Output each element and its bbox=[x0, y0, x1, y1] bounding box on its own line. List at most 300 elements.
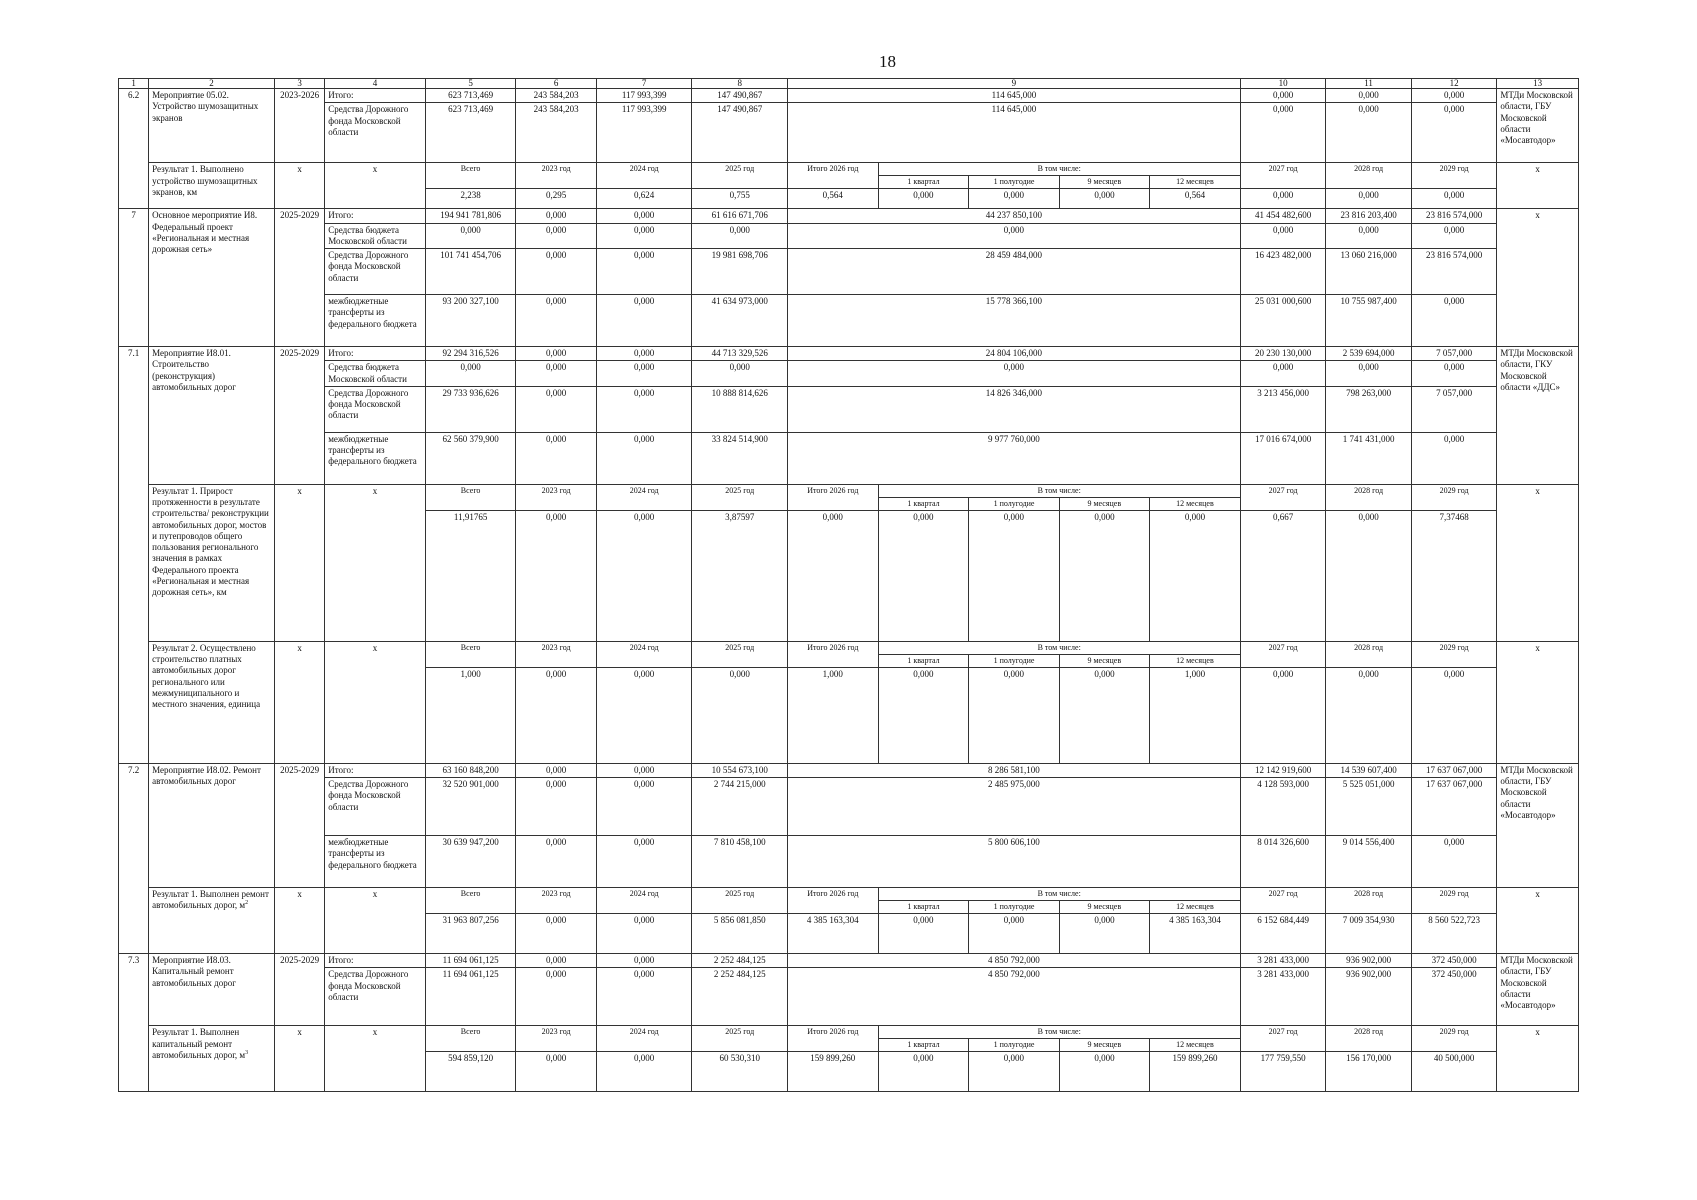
result-value: 0,000 bbox=[1059, 1052, 1150, 1092]
result-header-y2023: 2023 год bbox=[516, 1026, 596, 1052]
in-that-number-label: В том числе: bbox=[879, 888, 1240, 901]
result-value: 8 560 522,723 bbox=[1411, 914, 1497, 954]
quarter-subtable bbox=[879, 485, 1240, 510]
amount-cell: 0,000 bbox=[1240, 223, 1326, 249]
amount-cell: 0,000 bbox=[516, 432, 596, 484]
table-row bbox=[119, 295, 1579, 347]
responsible-party: x bbox=[1497, 209, 1579, 347]
in-that-number-group bbox=[878, 1026, 1240, 1052]
amount-cell: 0,000 bbox=[596, 778, 692, 836]
amount-cell: 62 560 379,900 bbox=[425, 432, 516, 484]
result-header-y2028: 2028 год bbox=[1326, 641, 1412, 667]
in-that-number-label: В том числе: bbox=[879, 1026, 1240, 1039]
measure-name: Мероприятие И8.01. Строительство (реконструкция) автомобильных дорог bbox=[149, 347, 275, 485]
result-header-vsego: Всего bbox=[425, 484, 516, 510]
period-label-h1: 1 полугодие bbox=[969, 176, 1059, 189]
period-label-m9: 9 месяцев bbox=[1059, 901, 1149, 914]
amount-cell: 14 826 346,000 bbox=[788, 386, 1241, 432]
amount-cell: 10 755 987,400 bbox=[1326, 295, 1412, 347]
amount-cell: 243 584,203 bbox=[516, 89, 596, 103]
amount-cell: 92 294 316,526 bbox=[425, 347, 516, 361]
period-label-m12: 12 месяцев bbox=[1149, 176, 1239, 189]
result-value: 0,000 bbox=[788, 510, 879, 641]
amount-cell: 7 057,000 bbox=[1411, 347, 1497, 361]
result-value: 0,755 bbox=[692, 189, 788, 209]
result-header-y2025: 2025 год bbox=[692, 888, 788, 914]
result-header-y2027: 2027 год bbox=[1240, 484, 1326, 510]
result-value: 159 899,260 bbox=[788, 1052, 879, 1092]
result-name-text: Результат 1. Выполнено устройство шумозащитных экранов, км bbox=[152, 164, 258, 197]
result-name bbox=[149, 888, 275, 954]
amount-cell: 24 804 106,000 bbox=[788, 347, 1241, 361]
amount-cell: 0,000 bbox=[692, 223, 788, 249]
amount-cell: 0,000 bbox=[788, 223, 1241, 249]
amount-cell: 0,000 bbox=[1411, 89, 1497, 103]
column-number-8: 8 bbox=[692, 79, 788, 89]
amount-cell: 33 824 514,900 bbox=[692, 432, 788, 484]
x-mark: x bbox=[325, 163, 426, 209]
result-value: 0,000 bbox=[878, 189, 969, 209]
period-label-h1: 1 полугодие bbox=[969, 497, 1059, 510]
amount-cell: 17 637 067,000 bbox=[1411, 763, 1497, 777]
amount-cell: 623 713,469 bbox=[425, 89, 516, 103]
row-number: 7 bbox=[119, 209, 149, 347]
period-label-h1: 1 полугодие bbox=[969, 1039, 1059, 1052]
table-row bbox=[119, 361, 1579, 387]
amount-cell: 11 694 061,125 bbox=[425, 968, 516, 1026]
result-value: 159 899,260 bbox=[1150, 1052, 1241, 1092]
result-header-y2024: 2024 год bbox=[596, 1026, 692, 1052]
result-header-y2027: 2027 год bbox=[1240, 888, 1326, 914]
funding-source: Средства бюджета Московской области bbox=[325, 223, 426, 249]
amount-cell: 936 902,000 bbox=[1326, 954, 1412, 968]
result-name-text: Результат 2. Осуществлено строительство платных автомобильных дорог регионального или межмуниципального и местного значения, единица bbox=[152, 642, 261, 709]
amount-cell: 2 539 694,000 bbox=[1326, 347, 1412, 361]
amount-cell: 28 459 484,000 bbox=[788, 249, 1241, 295]
amount-cell: 13 060 216,000 bbox=[1326, 249, 1412, 295]
result-value: 4 385 163,304 bbox=[788, 914, 879, 954]
result-header-y2023: 2023 год bbox=[516, 163, 596, 189]
amount-cell: 0,000 bbox=[516, 347, 596, 361]
result-value: 0,000 bbox=[969, 914, 1060, 954]
result-header-y2028: 2028 год bbox=[1326, 484, 1412, 510]
period-label-q1: 1 квартал bbox=[879, 1039, 969, 1052]
amount-cell: 0,000 bbox=[1326, 361, 1412, 387]
amount-cell: 19 981 698,706 bbox=[692, 249, 788, 295]
amount-cell: 93 200 327,100 bbox=[425, 295, 516, 347]
amount-cell: 0,000 bbox=[1326, 103, 1412, 163]
amount-cell: 0,000 bbox=[516, 386, 596, 432]
result-value: 0,000 bbox=[596, 914, 692, 954]
result-header-y2027: 2027 год bbox=[1240, 641, 1326, 667]
column-number-13: 13 bbox=[1497, 79, 1579, 89]
amount-cell: 114 645,000 bbox=[788, 89, 1241, 103]
amount-cell: 0,000 bbox=[516, 361, 596, 387]
result-name-text: Результат 1. Выполнен капитальный ремонт автомобильных дорог, м bbox=[152, 1027, 246, 1060]
result-value: 1,000 bbox=[1150, 667, 1241, 763]
result-header-y2023: 2023 год bbox=[516, 484, 596, 510]
amount-cell: 0,000 bbox=[516, 763, 596, 777]
x-mark: x bbox=[325, 888, 426, 954]
amount-cell: 2 744 215,000 bbox=[692, 778, 788, 836]
amount-cell: 0,000 bbox=[596, 954, 692, 968]
result-header-y2028: 2028 год bbox=[1326, 163, 1412, 189]
amount-cell: 5 525 051,000 bbox=[1326, 778, 1412, 836]
amount-cell: 147 490,867 bbox=[692, 103, 788, 163]
x-mark: x bbox=[1497, 641, 1579, 763]
column-number-3: 3 bbox=[274, 79, 324, 89]
x-mark: x bbox=[325, 1026, 426, 1092]
amount-cell: 61 616 671,706 bbox=[692, 209, 788, 223]
amount-cell: 3 281 433,000 bbox=[1240, 954, 1326, 968]
result-value: 0,000 bbox=[1326, 667, 1412, 763]
result-value: 40 500,000 bbox=[1411, 1052, 1497, 1092]
result-header-y2024: 2024 год bbox=[596, 163, 692, 189]
period-label-q1: 1 квартал bbox=[879, 176, 969, 189]
funding-source: Средства Дорожного фонда Московской области bbox=[325, 778, 426, 836]
period: 2023-2026 bbox=[274, 89, 324, 163]
quarter-subtable bbox=[879, 888, 1240, 913]
funding-source: Итого: bbox=[325, 89, 426, 103]
amount-cell: 147 490,867 bbox=[692, 89, 788, 103]
table-row bbox=[119, 954, 1579, 968]
result-header-y2029: 2029 год bbox=[1411, 163, 1497, 189]
result-header-y2025: 2025 год bbox=[692, 484, 788, 510]
amount-cell: 0,000 bbox=[516, 968, 596, 1026]
period-label-h1: 1 полугодие bbox=[969, 901, 1059, 914]
amount-cell: 243 584,203 bbox=[516, 103, 596, 163]
result-value: 7,37468 bbox=[1411, 510, 1497, 641]
amount-cell: 23 816 574,000 bbox=[1411, 209, 1497, 223]
table-row bbox=[119, 347, 1579, 361]
unit-superscript: 3 bbox=[245, 1049, 249, 1056]
amount-cell: 7 810 458,100 bbox=[692, 836, 788, 888]
result-header-y2025: 2025 год bbox=[692, 1026, 788, 1052]
amount-cell: 23 816 203,400 bbox=[1326, 209, 1412, 223]
amount-cell: 0,000 bbox=[425, 361, 516, 387]
amount-cell: 0,000 bbox=[1411, 432, 1497, 484]
result-value: 0,000 bbox=[516, 914, 596, 954]
result-value: 0,000 bbox=[596, 510, 692, 641]
funding-source: Итого: bbox=[325, 763, 426, 777]
amount-cell: 9 977 760,000 bbox=[788, 432, 1241, 484]
table-row bbox=[119, 163, 1579, 189]
table-row bbox=[119, 223, 1579, 249]
amount-cell: 16 423 482,000 bbox=[1240, 249, 1326, 295]
in-that-number-label: В том числе: bbox=[879, 485, 1240, 498]
amount-cell: 0,000 bbox=[516, 778, 596, 836]
amount-cell: 2 252 484,125 bbox=[692, 968, 788, 1026]
result-value: 0,000 bbox=[1240, 189, 1326, 209]
result-value: 0,667 bbox=[1240, 510, 1326, 641]
amount-cell: 2 252 484,125 bbox=[692, 954, 788, 968]
result-header-vsego: Всего bbox=[425, 888, 516, 914]
amount-cell: 0,000 bbox=[1411, 361, 1497, 387]
result-value: 0,000 bbox=[878, 914, 969, 954]
amount-cell: 0,000 bbox=[516, 209, 596, 223]
table-row bbox=[119, 432, 1579, 484]
result-name bbox=[149, 1026, 275, 1092]
result-header-y2024: 2024 год bbox=[596, 484, 692, 510]
period: 2025-2029 bbox=[274, 209, 324, 347]
x-mark: x bbox=[325, 484, 426, 641]
amount-cell: 623 713,469 bbox=[425, 103, 516, 163]
amount-cell: 3 281 433,000 bbox=[1240, 968, 1326, 1026]
result-value: 0,295 bbox=[516, 189, 596, 209]
amount-cell: 17 016 674,000 bbox=[1240, 432, 1326, 484]
amount-cell: 0,000 bbox=[1411, 223, 1497, 249]
responsible-party: МТДи Московской области, ГБУ Московской области «Мосавтодор» bbox=[1497, 763, 1579, 887]
result-header-y2029: 2029 год bbox=[1411, 484, 1497, 510]
amount-cell: 0,000 bbox=[596, 249, 692, 295]
amount-cell: 0,000 bbox=[516, 223, 596, 249]
funding-source: Средства Дорожного фонда Московской области bbox=[325, 386, 426, 432]
column-number-6: 6 bbox=[516, 79, 596, 89]
period-label-q1: 1 квартал bbox=[879, 497, 969, 510]
result-value: 0,000 bbox=[878, 510, 969, 641]
result-header-vsego: Всего bbox=[425, 1026, 516, 1052]
in-that-number-group bbox=[878, 484, 1240, 510]
amount-cell: 798 263,000 bbox=[1326, 386, 1412, 432]
result-header-vsego: Всего bbox=[425, 641, 516, 667]
result-name-text: Результат 1. Прирост протяженности в результате строительства/ реконструкции автомобильных дорог, мостов и путепроводов общего пользования регионального значения в рамках Федерального проекта «Региональная и местная дорожная сеть», км bbox=[152, 485, 269, 597]
amount-cell: 20 230 130,000 bbox=[1240, 347, 1326, 361]
in-that-number-group bbox=[878, 163, 1240, 189]
amount-cell: 0,000 bbox=[596, 361, 692, 387]
result-name bbox=[149, 484, 275, 641]
amount-cell: 12 142 919,600 bbox=[1240, 763, 1326, 777]
amount-cell: 44 713 329,526 bbox=[692, 347, 788, 361]
column-number-2: 2 bbox=[149, 79, 275, 89]
amount-cell: 0,000 bbox=[596, 386, 692, 432]
table-row bbox=[119, 89, 1579, 103]
amount-cell: 936 902,000 bbox=[1326, 968, 1412, 1026]
table-row bbox=[119, 484, 1579, 510]
result-value: 594 859,120 bbox=[425, 1052, 516, 1092]
result-header-y2023: 2023 год bbox=[516, 888, 596, 914]
x-mark: x bbox=[325, 641, 426, 763]
amount-cell: 44 237 850,100 bbox=[788, 209, 1241, 223]
table-row bbox=[119, 968, 1579, 1026]
result-value: 2,238 bbox=[425, 189, 516, 209]
table-row bbox=[119, 79, 1579, 89]
result-value: 5 856 081,850 bbox=[692, 914, 788, 954]
result-value: 0,624 bbox=[596, 189, 692, 209]
result-header-itogo2026: Итого 2026 год bbox=[788, 484, 879, 510]
period-label-m12: 12 месяцев bbox=[1149, 901, 1239, 914]
amount-cell: 5 800 606,100 bbox=[788, 836, 1241, 888]
period: 2025-2029 bbox=[274, 347, 324, 485]
row-number: 6.2 bbox=[119, 89, 149, 209]
result-value: 0,000 bbox=[1059, 667, 1150, 763]
period-label-m12: 12 месяцев bbox=[1149, 1039, 1239, 1052]
amount-cell: 32 520 901,000 bbox=[425, 778, 516, 836]
result-value: 0,000 bbox=[516, 510, 596, 641]
amount-cell: 23 816 574,000 bbox=[1411, 249, 1497, 295]
funding-source: Средства бюджета Московской области bbox=[325, 361, 426, 387]
result-value: 156 170,000 bbox=[1326, 1052, 1412, 1092]
period-label-q1: 1 квартал bbox=[879, 901, 969, 914]
table-row bbox=[119, 249, 1579, 295]
column-number-10: 10 bbox=[1240, 79, 1326, 89]
result-header-y2029: 2029 год bbox=[1411, 1026, 1497, 1052]
result-value: 1,000 bbox=[788, 667, 879, 763]
amount-cell: 4 850 792,000 bbox=[788, 968, 1241, 1026]
result-value: 0,564 bbox=[788, 189, 879, 209]
amount-cell: 372 450,000 bbox=[1411, 954, 1497, 968]
measure-name: Мероприятие И8.03. Капитальный ремонт автомобильных дорог bbox=[149, 954, 275, 1026]
table-row bbox=[119, 763, 1579, 777]
result-value: 0,000 bbox=[1326, 189, 1412, 209]
table-row bbox=[119, 386, 1579, 432]
amount-cell: 17 637 067,000 bbox=[1411, 778, 1497, 836]
x-mark: x bbox=[274, 641, 324, 763]
column-number-11: 11 bbox=[1326, 79, 1412, 89]
result-value: 6 152 684,449 bbox=[1240, 914, 1326, 954]
table-row bbox=[119, 641, 1579, 667]
result-value: 0,000 bbox=[1411, 189, 1497, 209]
quarter-subtable bbox=[879, 1026, 1240, 1051]
amount-cell: 10 554 673,100 bbox=[692, 763, 788, 777]
x-mark: x bbox=[1497, 888, 1579, 954]
responsible-party: МТДи Московской области, ГБУ Московской области «Мосавтодор» bbox=[1497, 89, 1579, 163]
amount-cell: 8 286 581,100 bbox=[788, 763, 1241, 777]
funding-source: Средства Дорожного фонда Московской области bbox=[325, 968, 426, 1026]
result-header-y2027: 2027 год bbox=[1240, 163, 1326, 189]
funding-source: Итого: bbox=[325, 347, 426, 361]
column-number-9: 9 bbox=[788, 79, 1241, 89]
period-label-m9: 9 месяцев bbox=[1059, 176, 1149, 189]
amount-cell: 41 634 973,000 bbox=[692, 295, 788, 347]
period-label-m9: 9 месяцев bbox=[1059, 1039, 1149, 1052]
funding-source: межбюджетные трансферты из федерального бюджета bbox=[325, 836, 426, 888]
result-value: 0,000 bbox=[1240, 667, 1326, 763]
result-value: 0,000 bbox=[596, 667, 692, 763]
amount-cell: 25 031 000,600 bbox=[1240, 295, 1326, 347]
amount-cell: 3 213 456,000 bbox=[1240, 386, 1326, 432]
row-number: 7.3 bbox=[119, 954, 149, 1092]
result-name bbox=[149, 163, 275, 209]
column-number-7: 7 bbox=[596, 79, 692, 89]
result-value: 0,000 bbox=[969, 510, 1060, 641]
result-value: 7 009 354,930 bbox=[1326, 914, 1412, 954]
amount-cell: 0,000 bbox=[596, 347, 692, 361]
amount-cell: 29 733 936,626 bbox=[425, 386, 516, 432]
table-row bbox=[119, 1026, 1579, 1052]
column-number-4: 4 bbox=[325, 79, 426, 89]
amount-cell: 114 645,000 bbox=[788, 103, 1241, 163]
period: 2025-2029 bbox=[274, 763, 324, 887]
amount-cell: 0,000 bbox=[1240, 361, 1326, 387]
result-value: 0,000 bbox=[1411, 667, 1497, 763]
result-value: 0,000 bbox=[878, 1052, 969, 1092]
period: 2025-2029 bbox=[274, 954, 324, 1026]
result-header-itogo2026: Итого 2026 год bbox=[788, 163, 879, 189]
result-header-y2028: 2028 год bbox=[1326, 1026, 1412, 1052]
amount-cell: 14 539 607,400 bbox=[1326, 763, 1412, 777]
x-mark: x bbox=[274, 484, 324, 641]
amount-cell: 0,000 bbox=[596, 209, 692, 223]
amount-cell: 101 741 454,706 bbox=[425, 249, 516, 295]
amount-cell: 0,000 bbox=[425, 223, 516, 249]
funding-source: межбюджетные трансферты из федерального бюджета bbox=[325, 432, 426, 484]
in-that-number-label: В том числе: bbox=[879, 642, 1240, 655]
result-header-y2029: 2029 год bbox=[1411, 641, 1497, 667]
unit-superscript: 2 bbox=[245, 900, 249, 907]
result-header-y2024: 2024 год bbox=[596, 888, 692, 914]
result-header-y2025: 2025 год bbox=[692, 641, 788, 667]
result-value: 0,000 bbox=[516, 1052, 596, 1092]
result-value: 4 385 163,304 bbox=[1150, 914, 1241, 954]
period-label-m12: 12 месяцев bbox=[1149, 497, 1239, 510]
result-header-y2027: 2027 год bbox=[1240, 1026, 1326, 1052]
amount-cell: 0,000 bbox=[596, 836, 692, 888]
in-that-number-label: В том числе: bbox=[879, 163, 1240, 176]
result-header-itogo2026: Итого 2026 год bbox=[788, 1026, 879, 1052]
amount-cell: 194 941 781,806 bbox=[425, 209, 516, 223]
amount-cell: 0,000 bbox=[788, 361, 1241, 387]
amount-cell: 10 888 814,626 bbox=[692, 386, 788, 432]
amount-cell: 0,000 bbox=[516, 836, 596, 888]
amount-cell: 0,000 bbox=[1326, 223, 1412, 249]
amount-cell: 30 639 947,200 bbox=[425, 836, 516, 888]
in-that-number-group bbox=[878, 888, 1240, 914]
funding-source: Средства Дорожного фонда Московской области bbox=[325, 103, 426, 163]
amount-cell: 0,000 bbox=[596, 763, 692, 777]
funding-source: Итого: bbox=[325, 209, 426, 223]
row-number: 7.1 bbox=[119, 347, 149, 764]
result-value: 0,000 bbox=[596, 1052, 692, 1092]
amount-cell: 15 778 366,100 bbox=[788, 295, 1241, 347]
amount-cell: 0,000 bbox=[1411, 103, 1497, 163]
result-value: 1,000 bbox=[425, 667, 516, 763]
amount-cell: 9 014 556,400 bbox=[1326, 836, 1412, 888]
amount-cell: 0,000 bbox=[1240, 103, 1326, 163]
result-value: 0,000 bbox=[1150, 510, 1241, 641]
column-number-12: 12 bbox=[1411, 79, 1497, 89]
result-value: 0,000 bbox=[1059, 914, 1150, 954]
measure-name: Мероприятие И8.02. Ремонт автомобильных дорог bbox=[149, 763, 275, 887]
amount-cell: 41 454 482,600 bbox=[1240, 209, 1326, 223]
funding-source: межбюджетные трансферты из федерального бюджета bbox=[325, 295, 426, 347]
period-label-q1: 1 квартал bbox=[879, 654, 969, 667]
measure-name: Мероприятие 05.02. Устройство шумозащитных экранов bbox=[149, 89, 275, 163]
x-mark: x bbox=[1497, 163, 1579, 209]
result-value: 0,564 bbox=[1150, 189, 1241, 209]
result-value: 60 530,310 bbox=[692, 1052, 788, 1092]
amount-cell: 2 485 975,000 bbox=[788, 778, 1241, 836]
x-mark: x bbox=[274, 1026, 324, 1092]
result-value: 0,000 bbox=[969, 189, 1060, 209]
result-header-y2025: 2025 год bbox=[692, 163, 788, 189]
result-header-vsego: Всего bbox=[425, 163, 516, 189]
amount-cell: 372 450,000 bbox=[1411, 968, 1497, 1026]
funding-source: Средства Дорожного фонда Московской области bbox=[325, 249, 426, 295]
table-row bbox=[119, 209, 1579, 223]
quarter-subtable bbox=[879, 163, 1240, 188]
result-value: 11,91765 bbox=[425, 510, 516, 641]
result-value: 177 759,550 bbox=[1240, 1052, 1326, 1092]
result-value: 3,87597 bbox=[692, 510, 788, 641]
period-label-m12: 12 месяцев bbox=[1149, 654, 1239, 667]
result-value: 0,000 bbox=[692, 667, 788, 763]
result-name bbox=[149, 641, 275, 763]
result-header-y2024: 2024 год bbox=[596, 641, 692, 667]
result-value: 31 963 807,256 bbox=[425, 914, 516, 954]
table-row bbox=[119, 103, 1579, 163]
column-number-1: 1 bbox=[119, 79, 149, 89]
quarter-subtable bbox=[879, 642, 1240, 667]
